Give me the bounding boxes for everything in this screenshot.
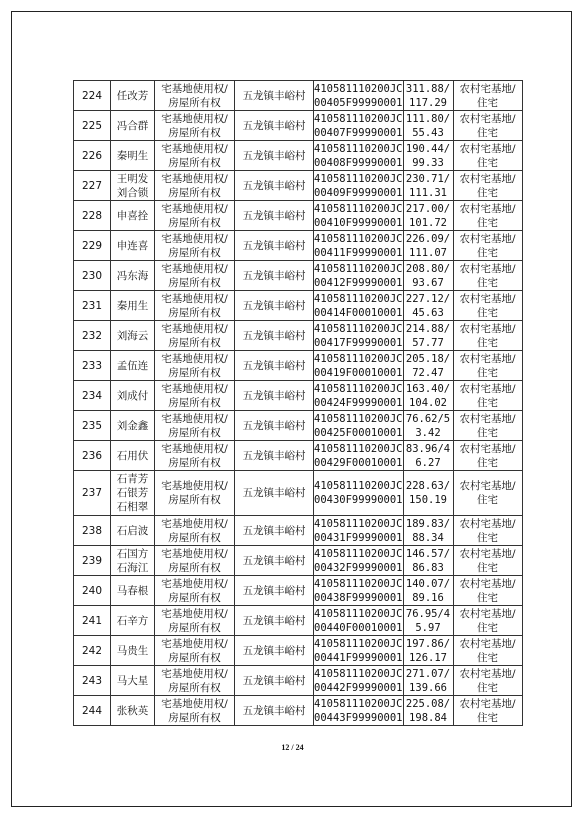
owner-name-cell: 石用伏 [111,441,155,471]
parcel-code-cell: 410581110200JC 00429F00010001 [314,442,403,469]
table-row [74,141,523,171]
right-type-cell: 宅基地使用权/ 房屋所有权 [155,171,235,201]
page-number: 12 / 24 [281,743,304,752]
row-number-cell: 224 [74,81,111,111]
location-cell: 五龙镇丰峪村 [235,546,314,576]
usage-cell: 农村宅基地/ 住宅 [453,471,522,516]
location-cell: 五龙镇丰峪村 [235,141,314,171]
table-row [74,471,523,516]
area-cell: 226.09/ 111.07 [403,231,453,261]
row-number-cell: 227 [74,171,111,201]
owner-name-cell: 冯东海 [111,261,155,291]
table-row [74,291,523,321]
area-cell: 217.00/ 101.72 [403,201,453,231]
right-type-cell: 宅基地使用权/ 房屋所有权 [155,411,235,441]
right-type-cell: 宅基地使用权/ 房屋所有权 [155,111,235,141]
location-cell: 五龙镇丰峪村 [235,291,314,321]
parcel-code-cell: 410581110200JC 00438F99990001 [314,577,403,604]
owner-name-cell: 马春根 [111,576,155,606]
row-number-cell: 226 [74,141,111,171]
usage-cell: 农村宅基地/ 住宅 [453,351,522,381]
row-number-cell: 244 [74,696,111,726]
area-cell: 111.80/ 55.43 [403,111,453,141]
right-type-cell: 宅基地使用权/ 房屋所有权 [155,291,235,321]
owner-name-cell: 马大星 [111,666,155,696]
row-number-cell: 237 [74,471,111,516]
table-row [74,666,523,696]
table-row [74,111,523,141]
location-cell: 五龙镇丰峪村 [235,351,314,381]
row-number-cell: 229 [74,231,111,261]
area-cell: 189.83/ 88.34 [403,516,453,546]
owner-name-cell: 张秋英 [111,696,155,726]
owner-name-cell: 石国方 石海江 [111,546,155,576]
usage-cell: 农村宅基地/ 住宅 [453,516,522,546]
usage-cell: 农村宅基地/ 住宅 [453,171,522,201]
area-cell: 140.07/ 89.16 [403,576,453,606]
table-row [74,351,523,381]
row-number-cell: 234 [74,381,111,411]
right-type-cell: 宅基地使用权/ 房屋所有权 [155,696,235,726]
location-cell: 五龙镇丰峪村 [235,81,314,111]
usage-cell: 农村宅基地/ 住宅 [453,696,522,726]
owner-name-cell: 石启波 [111,516,155,546]
right-type-cell: 宅基地使用权/ 房屋所有权 [155,471,235,516]
owner-name-cell: 王明发 刘合锁 [111,171,155,201]
usage-cell: 农村宅基地/ 住宅 [453,576,522,606]
location-cell: 五龙镇丰峪村 [235,201,314,231]
area-cell: 311.88/ 117.29 [403,81,453,111]
row-number-cell: 239 [74,546,111,576]
area-cell: 214.88/ 57.77 [403,321,453,351]
parcel-code-cell: 410581110200JC 00430F99990001 [314,471,404,516]
usage-cell: 农村宅基地/ 住宅 [453,381,522,411]
owner-name-cell: 马贵生 [111,636,155,666]
right-type-cell: 宅基地使用权/ 房屋所有权 [155,666,235,696]
parcel-code-cell: 410581110200JC 00411F99990001 [314,232,403,259]
row-number-cell: 230 [74,261,111,291]
area-cell: 230.71/ 111.31 [403,171,453,201]
table-row [74,231,523,261]
owner-name-cell: 石辛方 [111,606,155,636]
owner-name-cell: 任改芳 [111,81,155,111]
owner-name-cell: 刘海云 [111,321,155,351]
area-cell: 208.80/ 93.67 [403,261,453,291]
location-cell: 五龙镇丰峪村 [235,411,314,441]
row-number-cell: 240 [74,576,111,606]
location-cell: 五龙镇丰峪村 [235,666,314,696]
owner-name-cell: 秦明生 [111,141,155,171]
area-cell: 83.96/4 6.27 [403,441,453,471]
parcel-code-cell: 410581110200JC 00441F99990001 [314,637,403,664]
parcel-code-cell: 410581110200JC 00442F99990001 [314,667,403,694]
usage-cell: 农村宅基地/ 住宅 [453,411,522,441]
area-cell: 146.57/ 86.83 [403,546,453,576]
area-cell: 225.08/ 198.84 [403,696,453,726]
table-row [74,381,523,411]
table-row [74,606,523,636]
location-cell: 五龙镇丰峪村 [235,441,314,471]
registry-table-body [74,81,523,726]
area-cell: 197.86/ 126.17 [403,636,453,666]
usage-cell: 农村宅基地/ 住宅 [453,546,522,576]
area-cell: 190.44/ 99.33 [403,141,453,171]
table-row [74,81,523,111]
parcel-code-cell: 410581110200JC 00440F00010001 [314,607,403,634]
owner-name-cell: 申连喜 [111,231,155,261]
usage-cell: 农村宅基地/ 住宅 [453,666,522,696]
area-cell: 271.07/ 139.66 [403,666,453,696]
area-cell: 76.95/4 5.97 [403,606,453,636]
usage-cell: 农村宅基地/ 住宅 [453,81,522,111]
table-row [74,411,523,441]
usage-cell: 农村宅基地/ 住宅 [453,606,522,636]
table-row [74,321,523,351]
right-type-cell: 宅基地使用权/ 房屋所有权 [155,516,235,546]
owner-name-cell: 秦用生 [111,291,155,321]
right-type-cell: 宅基地使用权/ 房屋所有权 [155,321,235,351]
parcel-code-cell: 410581110200JC 00432F99990001 [314,547,403,574]
row-number-cell: 232 [74,321,111,351]
parcel-code-cell: 410581110200JC 00407F99990001 [314,112,403,139]
table-row [74,441,523,471]
parcel-code-cell: 410581110200JC 00405F99990001 [314,82,403,109]
parcel-code-cell: 410581110200JC 00431F99990001 [314,517,403,544]
parcel-code-cell: 410581110200JC 00443F99990001 [314,697,403,724]
parcel-code-cell: 410581110200JC 00417F99990001 [314,322,403,349]
usage-cell: 农村宅基地/ 住宅 [453,291,522,321]
area-cell: 205.18/ 72.47 [403,351,453,381]
area-cell: 227.12/ 45.63 [403,291,453,321]
location-cell: 五龙镇丰峪村 [235,576,314,606]
table-row [74,546,523,576]
location-cell: 五龙镇丰峪村 [235,606,314,636]
table-row [74,171,523,201]
owner-name-cell: 冯合群 [111,111,155,141]
area-cell: 228.63/ 150.19 [403,471,453,516]
location-cell: 五龙镇丰峪村 [235,381,314,411]
parcel-code-cell: 410581110200JC 00419F00010001 [314,352,403,379]
parcel-code-cell: 410581110200JC 00410F99990001 [314,202,403,229]
area-cell: 76.62/5 3.42 [403,411,453,441]
location-cell: 五龙镇丰峪村 [235,261,314,291]
right-type-cell: 宅基地使用权/ 房屋所有权 [155,381,235,411]
table-row [74,516,523,546]
row-number-cell: 231 [74,291,111,321]
table-row [74,201,523,231]
right-type-cell: 宅基地使用权/ 房屋所有权 [155,636,235,666]
location-cell: 五龙镇丰峪村 [235,111,314,141]
right-type-cell: 宅基地使用权/ 房屋所有权 [155,546,235,576]
parcel-code-cell: 410581110200JC 00414F00010001 [314,292,403,319]
row-number-cell: 228 [74,201,111,231]
row-number-cell: 235 [74,411,111,441]
usage-cell: 农村宅基地/ 住宅 [453,441,522,471]
usage-cell: 农村宅基地/ 住宅 [453,111,522,141]
usage-cell: 农村宅基地/ 住宅 [453,261,522,291]
row-number-cell: 236 [74,441,111,471]
row-number-cell: 241 [74,606,111,636]
row-number-cell: 225 [74,111,111,141]
owner-name-cell: 石青芳 石银芳 石相翠 [111,471,155,516]
table-row [74,576,523,606]
table-row [74,636,523,666]
location-cell: 五龙镇丰峪村 [235,696,314,726]
row-number-cell: 233 [74,351,111,381]
right-type-cell: 宅基地使用权/ 房屋所有权 [155,351,235,381]
right-type-cell: 宅基地使用权/ 房屋所有权 [155,81,235,111]
parcel-code-cell: 410581110200JC 00409F99990001 [314,172,403,199]
usage-cell: 农村宅基地/ 住宅 [453,321,522,351]
parcel-code-cell: 410581110200JC 00424F99990001 [314,382,403,409]
location-cell: 五龙镇丰峪村 [235,231,314,261]
location-cell: 五龙镇丰峪村 [235,321,314,351]
right-type-cell: 宅基地使用权/ 房屋所有权 [155,606,235,636]
parcel-code-cell: 410581110200JC 00425F00010001 [314,412,403,439]
row-number-cell: 242 [74,636,111,666]
area-cell: 163.40/ 104.02 [403,381,453,411]
location-cell: 五龙镇丰峪村 [235,636,314,666]
usage-cell: 农村宅基地/ 住宅 [453,231,522,261]
owner-name-cell: 孟伍连 [111,351,155,381]
right-type-cell: 宅基地使用权/ 房屋所有权 [155,141,235,171]
right-type-cell: 宅基地使用权/ 房屋所有权 [155,261,235,291]
registry-table [73,80,523,726]
owner-name-cell: 刘金鑫 [111,411,155,441]
usage-cell: 农村宅基地/ 住宅 [453,636,522,666]
row-number-cell: 243 [74,666,111,696]
right-type-cell: 宅基地使用权/ 房屋所有权 [155,441,235,471]
location-cell: 五龙镇丰峪村 [235,171,314,201]
table-row [74,261,523,291]
parcel-code-cell: 410581110200JC 00408F99990001 [314,142,403,169]
right-type-cell: 宅基地使用权/ 房屋所有权 [155,201,235,231]
usage-cell: 农村宅基地/ 住宅 [453,141,522,171]
owner-name-cell: 刘成付 [111,381,155,411]
owner-name-cell: 申喜拴 [111,201,155,231]
location-cell: 五龙镇丰峪村 [235,516,314,546]
row-number-cell: 238 [74,516,111,546]
right-type-cell: 宅基地使用权/ 房屋所有权 [155,576,235,606]
table-row [74,696,523,726]
usage-cell: 农村宅基地/ 住宅 [453,201,522,231]
right-type-cell: 宅基地使用权/ 房屋所有权 [155,231,235,261]
parcel-code-cell: 410581110200JC 00412F99990001 [314,262,403,289]
location-cell: 五龙镇丰峪村 [235,471,314,516]
